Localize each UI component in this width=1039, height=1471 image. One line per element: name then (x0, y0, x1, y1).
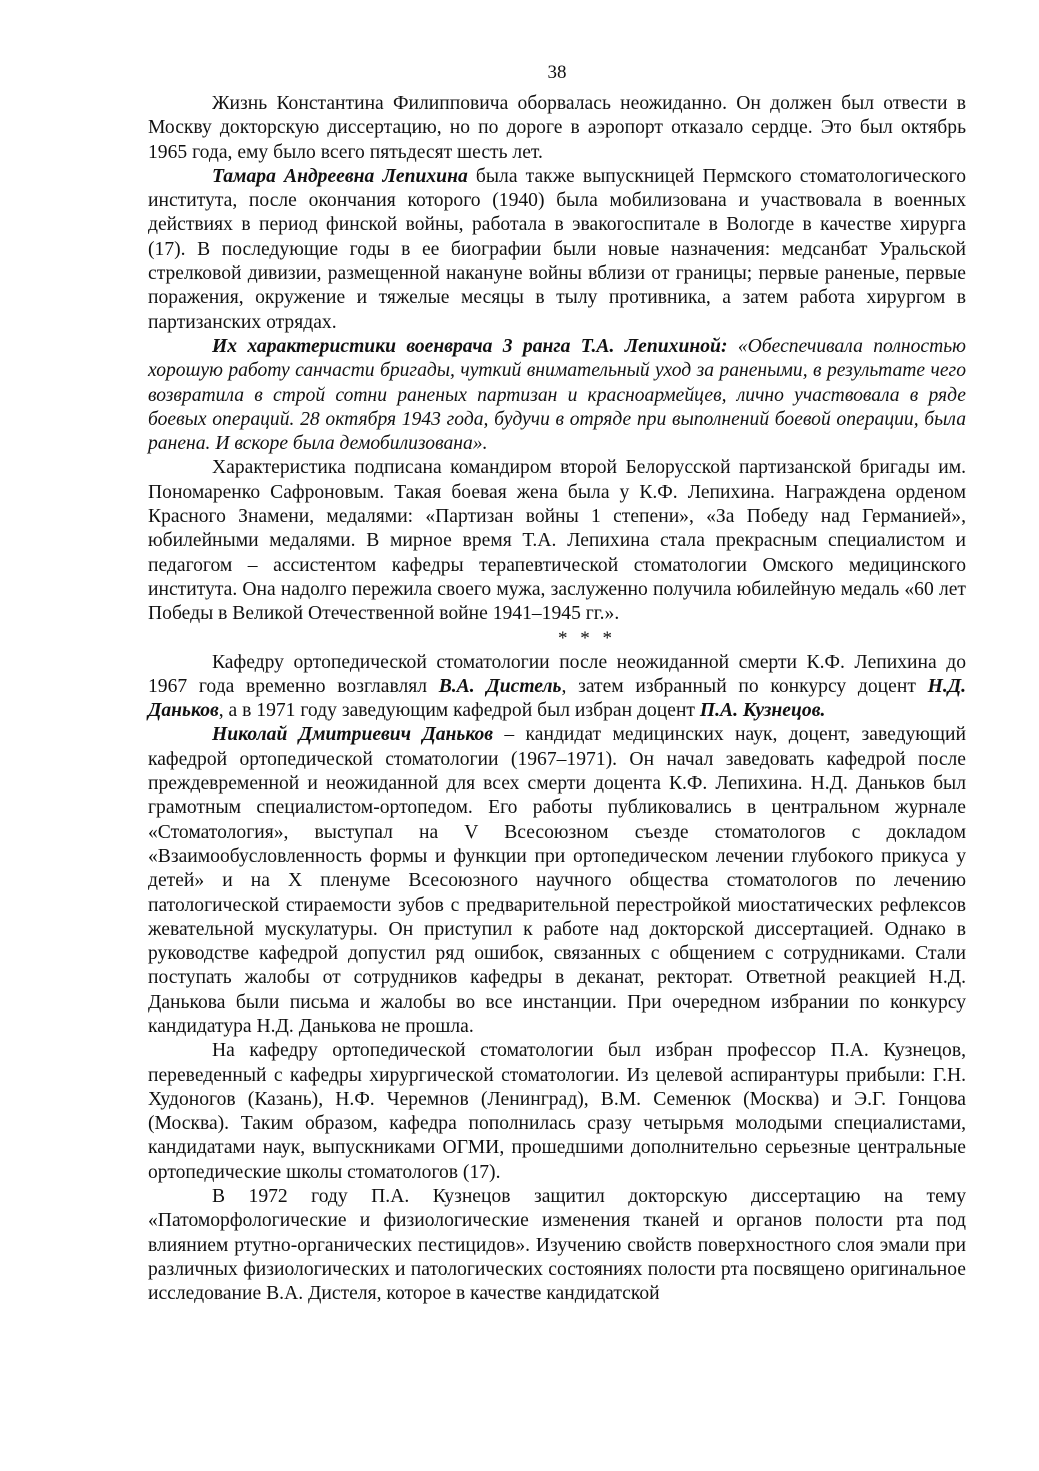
person-name-dankov-full: Николай Дмитриевич Даньков (212, 724, 494, 746)
person-name-distel: В.А. Дистель (438, 675, 562, 697)
paragraph-characteristic-quote (148, 335, 966, 456)
paragraph-text: была также выпускницей Пермского стоматологического института, после окончания которого (1940) была мобилизована и участвовала в военных действиях в период финской войны, работала в эвакогоспитале в Вологде в качестве хирурга (17). В последующие годы в ее биографии были новые назначения: медсанбат Уральской стрелковой дивизии, размещенной накануне войны вблизи от границы; первые раненые, первые поражения, окружение и тяжелые месяцы в тылу противника, а затем работа хирургом в партизанских отрядах. (148, 165, 966, 333)
paragraph-text: – кандидат медицинских наук, доцент, заведующий кафедрой ортопедической стоматологии (1967–1971). Он начал заведовать кафедрой после преждевременной и неожиданной для всех смерти доцента К.Ф. Лепихина. Н.Д. Даньков был грамотным специалистом-ортопедом. Его работы публиковались в центральном журнале «Стоматология», выступал на V Всесоюзном съезде стоматологов с докладом «Взаимообусловленность формы и функции при ортопедическом лечении глубокого прикуса у детей» и на X пленуме Всесоюзного научного общества стоматологов по лечению патологической стираемости зубов с предварительной перестройкой миостатических рефлексов жевательной мускулатуры. Он приступил к работе над докторской диссертацией. Однако в руководстве кафедрой допустил ряд ошибок, связанных с общением с сотрудниками. Стали поступать жалобы от сотрудников кафедры в деканат, ректорат. Ответной реакцией Н.Д. Данькова были письма и жалобы во все инстанции. При очередном избрании по конкурсу кандидатура Н.Д. Данькова не прошла. (148, 724, 966, 1037)
paragraph-lepikhin-death: Жизнь Константина Филипповича оборвалась неожиданно. Он должен был отвести в Москву докторскую диссертацию, но по дороге в аэропорт отказало сердце. Это был октябрь 1965 года, ему было всего пятьдесят шесть лет. (148, 93, 966, 163)
section-separator: * * * (558, 627, 616, 649)
paragraph-characteristic-signature: Характеристика подписана командиром второй Белорусской партизанской бригады им. Пономаренко Сафроновым. Такая боевая жена была у К.Ф. Лепихина. Награждена орденом Красного Знамени, медалями: «Партизан войны 1 степени», «За Победу над Германией», юбилейными медалями. В мирное время Т.А. Лепихина стала прекрасным специалистом и педагогом – ассистентом кафедры терапевтической стоматологии Омского медицинского института. Она надолго пережила своего мужа, заслуженно получила юбилейную медаль «60 лет Победы в Великой Отечественной войне 1941–1945 гг.». (148, 457, 966, 625)
quote-text: «Обеспечивала полностью хорошую работу санчасти бригады, чуткий внимательный уход за ранеными, в результате чего возвратила в строй сотни раненых партизан и красноармейцев, лично участвовала в ряде боевых операций. 28 октября 1943 года, будучи в отряде при выполнений боевой операции, была ранена. И вскоре была демобилизована». (148, 335, 966, 455)
paragraph-department-heads (148, 651, 966, 724)
person-name-lepikhina: Тамара Андреевна Лепихина (212, 165, 468, 187)
paragraph-dankov-biography (148, 723, 966, 1039)
document-page (148, 62, 966, 1307)
person-name-kuznetsov: П.А. Кузнецов. (699, 700, 826, 722)
paragraph-text: , затем избранный по конкурсу доцент (561, 675, 928, 697)
paragraph-text: , а в 1971 году заведующим кафедрой был избран доцент (218, 700, 700, 722)
paragraph-text: Кафедру ортопедической стоматологии после неожиданной смерти К.Ф. Лепихина до 1967 года временно возглавлял (148, 651, 966, 697)
page-number: 38 (547, 62, 567, 83)
person-name-dankov: Н.Д. Даньков (148, 675, 967, 722)
paragraph-lepikhina-biography (148, 165, 966, 335)
quote-lead: Их характеристики военврача 3 ранга Т.А. Лепихиной: (212, 335, 728, 357)
paragraph-kuznetsov-dissertation: В 1972 году П.А. Кузнецов защитил докторскую диссертацию на тему «Патоморфологические и физиологические изменения тканей и органов полости рта под влиянием ртутно-органических пестицидов». Изучению свойств поверхностного слоя эмали при различных физиологических и патологических состояниях полости рта посвящено оригинальное исследование В.А. Дистеля, которое в качестве кандидатской (148, 1186, 966, 1305)
paragraph-kuznetsov-appointment: На кафедру ортопедической стоматологии был избран профессор П.А. Кузнецов, переведенный с кафедры хирургической стоматологии. Из целевой аспирантуры прибыли: Г.Н. Худоногов (Казань), Н.Ф. Черемнов (Ленинград), В.М. Семенюк (Москва) и Э.Г. Гонцова (Москва). Таким образом, кафедра пополнилась сразу четырьмя молодыми специалистами, кандидатами наук, выпускниками ОГМИ, прошедшими дополнительно серьезные центральные ортопедические школы стоматологов (17). (148, 1040, 966, 1183)
